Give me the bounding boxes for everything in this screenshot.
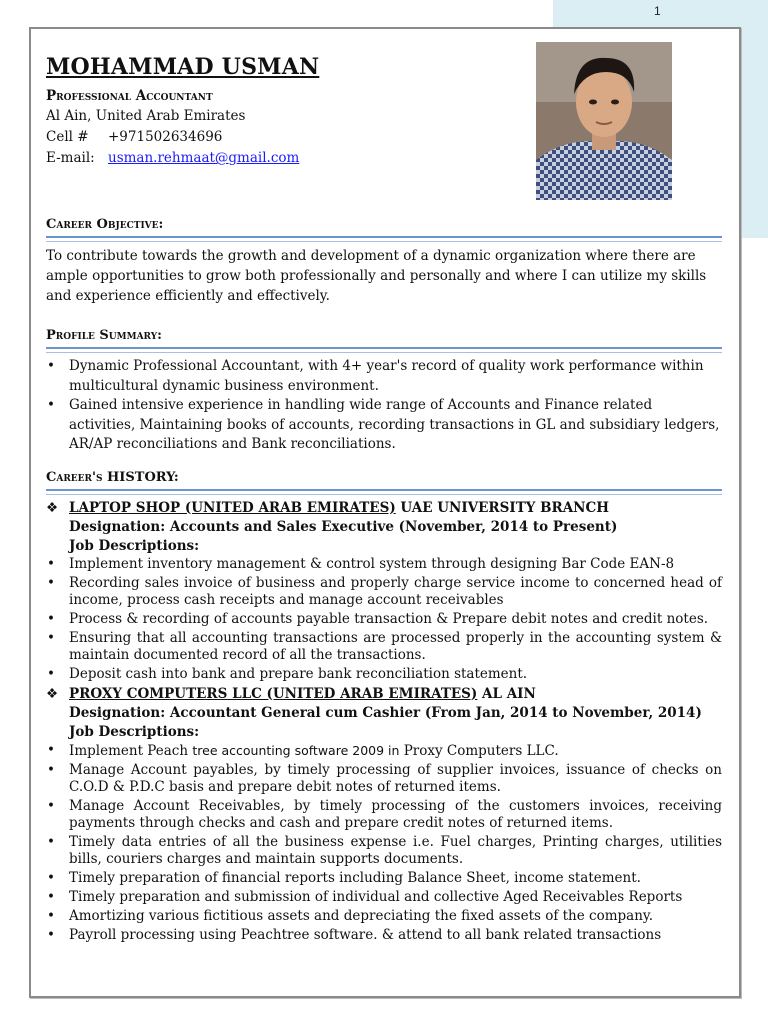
- employer-name: PROXY COMPUTERS LLC (UNITED ARAB EMIRATES): [69, 685, 478, 702]
- profile-summary-heading: Profile Summary:: [46, 328, 162, 343]
- employer-name: LAPTOP SHOP (UNITED ARAB EMIRATES): [69, 499, 396, 516]
- diamond-bullet-icon: ❖: [46, 499, 59, 516]
- page-number: 1: [654, 4, 661, 18]
- list-item: [46, 742, 722, 760]
- section-divider: [46, 489, 722, 495]
- list-item: • Timely data entries of all the business expense i.e. Fuel charges, Printing charges, utilities bills, couriers charges and maintain supports documents.: [46, 834, 722, 868]
- email-row: [46, 148, 722, 169]
- diamond-bullet-icon: ❖: [46, 685, 59, 702]
- email-link[interactable]: usman.rehmaat@gmail.com: [108, 150, 300, 166]
- list-item: • Recording sales invoice of business and properly charge service income to concerned head of income, process cash receipts and manage account receivables: [46, 575, 722, 609]
- career-objective-text: To contribute towards the growth and development of a dynamic organization where there are ample opportunities to grow both professionally and personally and where I can utilize my skills and experience efficiently and effectively.: [46, 248, 707, 304]
- section-divider: [46, 347, 722, 353]
- item-text-post: Proxy Computers LLC.: [399, 742, 559, 759]
- candidate-title: Professional Accountant: [46, 88, 213, 104]
- list-item: • Implement inventory management & control system through designing Bar Code EAN-8: [46, 556, 722, 573]
- employer-heading: [46, 685, 722, 704]
- item-text-pre: Implement Peach: [69, 742, 193, 759]
- list-item: • Amortizing various fictitious assets and depreciating the fixed assets of the company.: [46, 908, 722, 925]
- list-item: • Manage Account payables, by timely processing of supplier invoices, issuance of checks on C.O.D & P.D.C basis and prepare debit notes of returned items.: [46, 762, 722, 796]
- job-description-list: [46, 556, 722, 683]
- candidate-location: Al Ain, United Arab Emirates: [46, 108, 246, 124]
- item-text-mono: tree accounting software 2009 in: [192, 742, 400, 758]
- list-item: • Timely preparation and submission of individual and collective Aged Receivables Reports: [46, 889, 722, 906]
- list-item: • Ensuring that all accounting transactions are processed properly in the accounting system & maintain documented record of all the transactions.: [46, 630, 722, 664]
- section-divider: [46, 236, 722, 242]
- cell-value: +971502634696: [108, 129, 223, 145]
- job-designation: Designation: Accounts and Sales Executive (November, 2014 to Present): [69, 518, 618, 535]
- email-label: E-mail:: [46, 150, 95, 166]
- list-item: • Timely preparation of financial reports including Balance Sheet, income statement.: [46, 870, 722, 887]
- job-description-list: [46, 742, 722, 944]
- career-objective-heading: Career Objective:: [46, 217, 164, 232]
- cell-label: Cell #: [46, 129, 89, 145]
- job-descriptions-label: Job Descriptions:: [69, 723, 200, 740]
- cell-row: [46, 127, 722, 148]
- list-item: • Deposit cash into bank and prepare bank reconciliation statement.: [46, 666, 722, 683]
- list-item: • Gained intensive experience in handling wide range of Accounts and Finance related activities, Maintaining books of accounts, recording transactions in GL and subsidiary ledgers, AR/AP reconciliations and Bank reconciliations.: [46, 396, 722, 455]
- candidate-name: MOHAMMAD USMAN: [46, 54, 320, 80]
- employer-branch: AL AIN: [477, 685, 536, 702]
- list-item: • Manage Account Receivables, by timely processing of the customers invoices, receiving payments through checks and cash and prepare credit notes of returned items.: [46, 798, 722, 832]
- resume-content: [46, 52, 722, 946]
- job-descriptions-label: Job Descriptions:: [69, 537, 200, 554]
- list-item: • Dynamic Professional Accountant, with 4+ year's record of quality work performance within multicultural dynamic business environment.: [46, 357, 722, 396]
- employer-branch: UAE UNIVERSITY BRANCH: [395, 499, 610, 516]
- job-designation: Designation: Accountant General cum Cashier (From Jan, 2014 to November, 2014): [69, 704, 702, 721]
- career-history-heading: Career's HISTORY:: [46, 469, 179, 485]
- profile-summary-list: [46, 357, 722, 455]
- list-item: • Process & recording of accounts payable transaction & Prepare debit notes and credit notes.: [46, 611, 722, 628]
- list-item: • Payroll processing using Peachtree software. & attend to all bank related transactions: [46, 927, 722, 944]
- employer-heading: [46, 499, 722, 518]
